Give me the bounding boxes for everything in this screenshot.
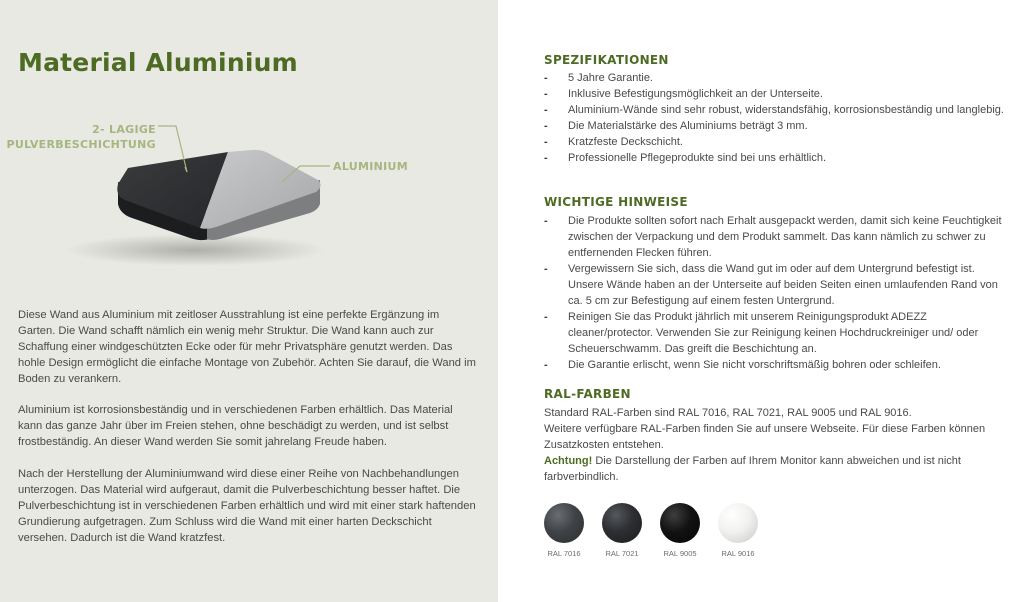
- list-item: - Reinigen Sie das Produkt jährlich mit unserem Reinigungsprodukt ADEZZ cleaner/protector. Verwenden Sie zur Reinigung keinen Hochdruckreiniger und/ oder Scheuerschwamm. Das greift die Beschichtung an.: [544, 311, 979, 355]
- color-swatch: [544, 503, 584, 543]
- list-item: - 5 Jahre Garantie.: [544, 72, 653, 84]
- list-item: - Die Garantie erlischt, wenn Sie nicht vorschriftsmäßig bohren oder schleifen.: [544, 359, 941, 371]
- swatch-label: RAL 9016: [721, 549, 755, 558]
- color-swatch: [602, 503, 642, 543]
- spec-heading: SPEZIFIKATIONEN: [544, 53, 669, 67]
- bullet-icon: -: [544, 359, 548, 371]
- swatch-ral-7016: [544, 503, 584, 558]
- callout-aluminium: ALUMINIUM: [333, 160, 408, 173]
- color-swatch: [660, 503, 700, 543]
- ral-description: [544, 405, 994, 485]
- swatch-label: RAL 7021: [605, 549, 639, 558]
- bullet-icon: -: [544, 104, 548, 116]
- list-item: - Aluminium-Wände sind sehr robust, widerstandsfähig, korrosionsbeständig und langlebig.: [544, 104, 1004, 116]
- bullet-icon: -: [544, 311, 548, 323]
- color-swatch: [718, 503, 758, 543]
- page-title: Material Aluminium: [18, 48, 298, 77]
- warning-label: Achtung!: [544, 455, 593, 467]
- warning-text: Die Darstellung der Farben auf Ihrem Monitor kann abweichen und ist nicht farbverbindlich.: [544, 455, 961, 483]
- swatch-label: RAL 9005: [663, 549, 697, 558]
- corrosion-paragraph: Aluminium ist korrosionsbeständig und in verschiedenen Farben erhältlich. Das Material kann das ganze Jahr über im Freien stehen, ohne beschädigt zu werden, und ist selbst frostbeständig. An dieser Wand werden Sie somit jahrelang Freude haben.: [18, 404, 453, 448]
- list-item: - Kratzfeste Deckschicht.: [544, 136, 683, 148]
- bullet-icon: -: [544, 72, 548, 84]
- list-item: - Die Materialstärke des Aluminiums beträgt 3 mm.: [544, 120, 808, 132]
- list-item: - Professionelle Pflegeprodukte sind bei uns erhältlich.: [544, 152, 827, 164]
- bullet-icon: -: [544, 88, 548, 100]
- callout-coating: [6, 122, 156, 152]
- left-panel: [0, 0, 498, 602]
- list-item: - Die Produkte sollten sofort nach Erhalt ausgepackt werden, damit sich keine Feuchtigkeit zwischen der Verpackung und dem Produkt sammelt. Das kann nämlich zu schwer zu entfernenden Flecken führen.: [544, 215, 1002, 259]
- bullet-icon: -: [544, 215, 548, 227]
- swatch-ral-9016: [718, 503, 758, 558]
- bullet-icon: -: [544, 263, 548, 275]
- ral-heading: RAL-FARBEN: [544, 387, 631, 401]
- ral-more-text: Weitere verfügbare RAL-Farben finden Sie auf unsere Webseite. Für diese Farben können Zusatzkosten entstehen.: [544, 423, 986, 451]
- list-item: - Inklusive Befestigungsmöglichkeit an der Unterseite.: [544, 88, 823, 100]
- list-item: - Vergewissern Sie sich, dass die Wand gut im oder auf dem Untergrund befestigt ist. Unsere Wände haben an der Unterseite auf beiden Seiten einen umlaufenden Rand von ca. 5 cm zur Befestigung auf einem festen Untergrund.: [544, 263, 998, 307]
- treatment-paragraph: Nach der Herstellung der Aluminiumwand wird diese einer Reihe von Nachbehandlungen unterzogen. Das Material wird aufgeraut, damit die Pulverbeschichtung besser haftet. Die Pulverbeschichtung ist in verschiedenen Farben erhältlich und wird mit einer stark haftenden Grundierung aufgetragen. Zum Schluss wird die Wand mit einer harten Deckschicht versehen. Dadurch ist die Wand kratzfest.: [18, 468, 476, 544]
- ral-swatches: [544, 503, 804, 563]
- hints-list: [544, 213, 1004, 373]
- swatch-ral-9005: [660, 503, 700, 558]
- bullet-icon: -: [544, 120, 548, 132]
- hints-heading: WICHTIGE HINWEISE: [544, 195, 688, 209]
- spec-list: [544, 70, 1004, 166]
- ral-standard-text: Standard RAL-Farben sind RAL 7016, RAL 7021, RAL 9005 und RAL 9016.: [544, 407, 912, 419]
- swatch-label: RAL 7016: [547, 549, 581, 558]
- swatch-ral-7021: [602, 503, 642, 558]
- bullet-icon: -: [544, 136, 548, 148]
- bullet-icon: -: [544, 152, 548, 164]
- callout-coating-line1: 2- LAGIGE: [92, 123, 156, 136]
- callout-coating-line2: PULVERBESCHICHTUNG: [6, 138, 156, 151]
- ral-warning: [544, 453, 994, 485]
- intro-paragraph: Diese Wand aus Aluminium mit zeitloser Ausstrahlung ist eine perfekte Ergänzung im Garten. Die Wand schafft nämlich ein wenig mehr Struktur. Die Wand kann auch zur Schaffung einer windgeschützten Ecke oder für mehr Privatsphäre genutzt werden. Das hohle Design ermöglicht die einfache Montage von Zubehör. Achten Sie darauf, die Wand im Boden zu verankern.: [18, 309, 476, 385]
